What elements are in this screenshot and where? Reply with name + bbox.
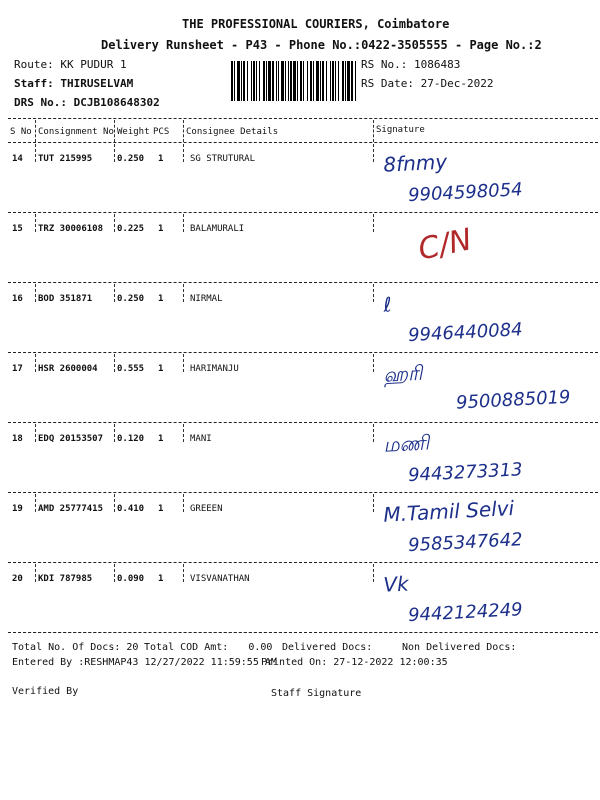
signature-text: C/N	[415, 222, 475, 268]
cod-value: 0.00	[248, 642, 273, 653]
col-divider	[183, 120, 184, 142]
row-consignment: KDI 787985	[38, 574, 93, 584]
col-divider	[114, 354, 115, 372]
route-row	[14, 58, 127, 71]
row-pcs: 1	[158, 434, 164, 444]
row-consignment: HSR 2600004	[38, 364, 98, 374]
col-divider	[114, 144, 115, 162]
entered-by: Entered By :RESHMAP43 12/27/2022 11:59:55 AM	[12, 657, 277, 668]
runsheet-title: Delivery Runsheet - P43 - Phone No.:0422-3505555 - Page No.:2	[101, 38, 542, 52]
col-divider	[373, 144, 374, 162]
col-divider	[183, 564, 184, 582]
col-divider	[183, 494, 184, 512]
barcode-bar	[272, 61, 274, 101]
header-bottom-rule	[8, 142, 598, 143]
col-divider	[114, 494, 115, 512]
barcode-bar	[259, 61, 260, 101]
row-weight: 0.120	[117, 434, 145, 444]
footer-rule	[8, 632, 598, 633]
row-pcs: 1	[158, 294, 164, 304]
delivered-docs: Delivered Docs:	[282, 642, 373, 653]
col-divider	[183, 354, 184, 372]
row-separator	[8, 422, 598, 423]
col-divider	[114, 120, 115, 142]
row-separator	[8, 212, 598, 213]
drs-row	[14, 96, 160, 109]
col-sno: S No	[10, 127, 32, 137]
row-consignment: BOD 351871	[38, 294, 93, 304]
barcode-bar	[335, 61, 336, 101]
row-separator	[8, 352, 598, 353]
rs-no-label: RS No.:	[361, 58, 408, 71]
rs-no-row	[361, 58, 460, 71]
row-sno: 17	[12, 364, 23, 374]
col-divider	[114, 284, 115, 302]
row-separator	[8, 562, 598, 563]
row-consignee: MANI	[190, 434, 212, 444]
row-pcs: 1	[158, 224, 164, 234]
barcode-bar	[300, 61, 302, 101]
row-consignee: NIRMAL	[190, 294, 223, 304]
barcode-bar	[355, 61, 356, 101]
signature-scribble	[378, 286, 593, 350]
col-divider	[114, 214, 115, 232]
barcode-bar	[266, 61, 267, 101]
col-divider	[183, 424, 184, 442]
col-signature: Signature	[376, 125, 425, 135]
staff-value: THIRUSELVAM	[60, 77, 134, 90]
barcode-bar	[256, 61, 257, 101]
rs-date-value: 27-Dec-2022	[420, 77, 494, 90]
col-weight: Weight	[117, 127, 150, 137]
rs-date-row	[361, 77, 493, 90]
barcode-bar	[263, 61, 265, 101]
barcode-bar	[342, 61, 344, 101]
barcode-bar	[253, 61, 255, 101]
col-divider	[373, 424, 374, 442]
verified-by: Verified By	[12, 686, 79, 697]
col-divider	[183, 144, 184, 162]
row-weight: 0.250	[117, 294, 145, 304]
signature-phone: 9500885019	[455, 386, 572, 414]
row-weight: 0.250	[117, 154, 145, 164]
barcode-bar	[243, 61, 245, 101]
row-sno: 19	[12, 504, 23, 514]
barcode-bar	[251, 61, 252, 101]
barcode-bar	[345, 61, 346, 101]
signature-text: ℓ	[382, 292, 393, 317]
col-divider	[35, 284, 36, 302]
col-divider	[373, 354, 374, 372]
row-consignee: BALAMURALI	[190, 224, 245, 234]
row-sno: 15	[12, 224, 23, 234]
row-pcs: 1	[158, 574, 164, 584]
row-weight: 0.090	[117, 574, 145, 584]
rs-date-label: RS Date:	[361, 77, 414, 90]
staff-signature: Staff Signature	[271, 688, 362, 699]
barcode-bar	[347, 61, 350, 101]
barcode-bar	[326, 61, 327, 101]
row-weight: 0.225	[117, 224, 145, 234]
barcode-bar	[237, 61, 240, 101]
barcode-bar	[303, 61, 304, 101]
staff-row	[14, 77, 133, 90]
staff-label: Staff:	[14, 77, 54, 90]
col-divider	[373, 284, 374, 302]
col-divider	[35, 424, 36, 442]
cod-amount	[144, 642, 272, 653]
barcode-bar	[338, 61, 339, 101]
barcode-bar	[351, 61, 353, 101]
col-divider	[373, 494, 374, 512]
signature-text: 8fnmy	[382, 149, 448, 177]
barcode-bar	[241, 61, 242, 101]
drs-value: DCJB108648302	[73, 96, 160, 109]
signature-text: Vk	[382, 571, 410, 597]
row-consignment: AMD 25777415	[38, 504, 104, 514]
signature-text: மணி	[382, 430, 430, 457]
row-weight: 0.555	[117, 364, 145, 374]
signature-phone: 9442124249	[407, 599, 524, 627]
signature-phone: 9946440084	[407, 319, 524, 347]
col-divider	[35, 214, 36, 232]
row-consignee: VISVANATHAN	[190, 574, 250, 584]
col-divider	[35, 144, 36, 162]
row-consignment: TUT 215995	[38, 154, 93, 164]
barcode-bar	[231, 61, 233, 101]
row-weight: 0.410	[117, 504, 145, 514]
barcode-bar	[281, 61, 284, 101]
table-top-rule	[8, 118, 598, 119]
barcode-bar	[316, 61, 319, 101]
barcode-bar	[332, 61, 334, 101]
row-sno: 18	[12, 434, 23, 444]
barcode-bar	[247, 61, 248, 101]
total-docs	[12, 642, 138, 653]
col-consignee: Consignee Details	[186, 127, 279, 137]
total-docs-value: 20	[126, 642, 139, 653]
drs-label: DRS No.:	[14, 96, 67, 109]
barcode-bar	[293, 61, 296, 101]
col-consignment: Consignment No	[38, 127, 114, 137]
row-consignment: EDQ 20153507	[38, 434, 104, 444]
barcode-bar	[285, 61, 286, 101]
signature-scribble	[378, 496, 593, 560]
printed-on: Printed On: 27-12-2022 12:00:35	[261, 657, 448, 668]
col-pcs: PCS	[153, 127, 170, 137]
barcode-bar	[313, 61, 314, 101]
row-consignee: GREEEN	[190, 504, 223, 514]
row-pcs: 1	[158, 504, 164, 514]
barcode-bar	[268, 61, 271, 101]
signature-scribble	[378, 146, 593, 210]
col-divider	[373, 120, 374, 142]
route-value: KK PUDUR 1	[60, 58, 127, 71]
row-consignee: SG STRUTURAL	[190, 154, 256, 164]
row-pcs: 1	[158, 154, 164, 164]
col-divider	[35, 354, 36, 372]
barcode-bar	[276, 61, 277, 101]
barcode-bar	[310, 61, 312, 101]
row-sno: 14	[12, 154, 23, 164]
col-divider	[35, 564, 36, 582]
route-label: Route:	[14, 58, 54, 71]
total-docs-label: Total No. Of Docs:	[12, 642, 121, 653]
col-divider	[183, 284, 184, 302]
non-delivered-docs: Non Delivered Docs:	[402, 642, 517, 653]
col-divider	[35, 494, 36, 512]
rs-no-value: 1086483	[413, 58, 461, 71]
row-sno: 20	[12, 574, 23, 584]
signature-phone: 9585347642	[407, 529, 524, 557]
barcode	[231, 61, 356, 101]
signature-phone: 9443273313	[407, 459, 524, 487]
barcode-bar	[307, 61, 308, 101]
barcode-bar	[288, 61, 289, 101]
barcode-bar	[320, 61, 321, 101]
cod-label: Total COD Amt:	[144, 642, 229, 653]
col-divider	[373, 564, 374, 582]
company-title: THE PROFESSIONAL COURIERS, Coimbatore	[182, 17, 450, 31]
barcode-bar	[297, 61, 298, 101]
signature-scribble	[378, 426, 593, 490]
barcode-bar	[290, 61, 292, 101]
col-divider	[35, 120, 36, 142]
col-divider	[114, 424, 115, 442]
signature-text: ஹரி	[382, 360, 423, 387]
col-divider	[183, 214, 184, 232]
row-separator	[8, 282, 598, 283]
barcode-bar	[234, 61, 235, 101]
signature-scribble	[378, 216, 593, 280]
signature-text: M.Tamil Selvi	[382, 496, 515, 527]
barcode-bar	[278, 61, 279, 101]
barcode-bar	[330, 61, 331, 101]
col-divider	[373, 214, 374, 232]
row-sno: 16	[12, 294, 23, 304]
signature-scribble	[378, 566, 593, 630]
row-pcs: 1	[158, 364, 164, 374]
row-consignee: HARIMANJU	[190, 364, 239, 374]
col-divider	[114, 564, 115, 582]
row-separator	[8, 492, 598, 493]
row-consignment: TRZ 30006108	[38, 224, 104, 234]
barcode-bar	[322, 61, 324, 101]
signature-phone: 9904598054	[407, 179, 524, 207]
signature-scribble	[378, 356, 593, 420]
